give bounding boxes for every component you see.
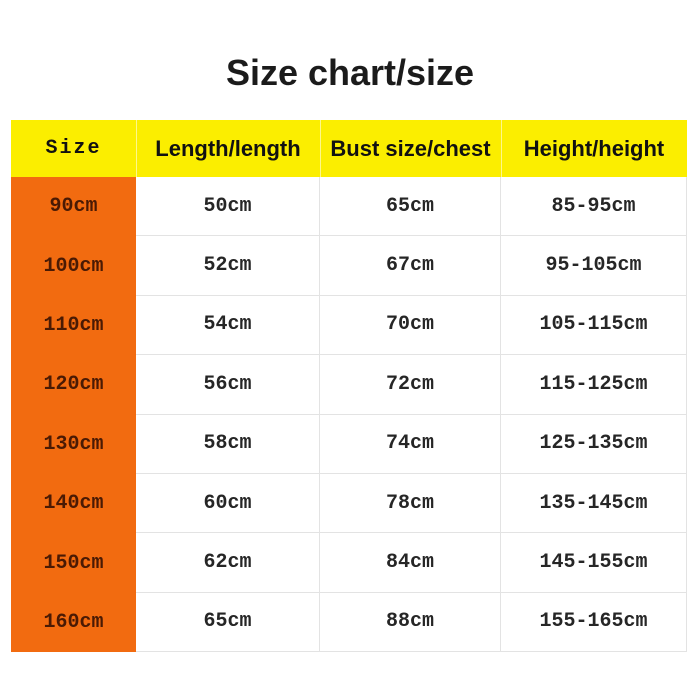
size-cell: 120cm <box>11 355 136 414</box>
height-cell: 145-155cm <box>501 533 687 592</box>
table-row <box>11 593 687 652</box>
table-row <box>11 474 687 533</box>
height-cell: 115-125cm <box>501 355 687 414</box>
size-table <box>11 120 687 652</box>
bust-cell: 70cm <box>320 296 501 355</box>
size-cell: 160cm <box>11 593 136 652</box>
length-cell: 54cm <box>136 296 320 355</box>
bust-cell: 65cm <box>320 177 501 236</box>
size-cell: 110cm <box>11 296 136 355</box>
table-header-row <box>11 120 687 177</box>
table-row <box>11 533 687 592</box>
column-header-size: Size <box>45 137 102 160</box>
length-cell: 52cm <box>136 236 320 295</box>
size-cell: 150cm <box>11 533 136 592</box>
size-cell: 140cm <box>11 474 136 533</box>
column-header-length: Length/length <box>136 120 320 177</box>
length-cell: 62cm <box>136 533 320 592</box>
table-row <box>11 236 687 295</box>
height-cell: 135-145cm <box>501 474 687 533</box>
size-cell: 130cm <box>11 415 136 474</box>
column-header-height: Height/height <box>501 120 687 177</box>
length-cell: 60cm <box>136 474 320 533</box>
table-row <box>11 355 687 414</box>
bust-cell: 78cm <box>320 474 501 533</box>
table-row <box>11 177 687 236</box>
height-cell: 125-135cm <box>501 415 687 474</box>
height-cell: 85-95cm <box>501 177 687 236</box>
height-cell: 105-115cm <box>501 296 687 355</box>
size-cell: 90cm <box>11 177 136 236</box>
table-body <box>11 177 687 652</box>
height-cell: 155-165cm <box>501 593 687 652</box>
bust-cell: 67cm <box>320 236 501 295</box>
bust-cell: 74cm <box>320 415 501 474</box>
table-row <box>11 415 687 474</box>
page-title: Size chart/size <box>225 52 475 93</box>
height-cell: 95-105cm <box>501 236 687 295</box>
length-cell: 58cm <box>136 415 320 474</box>
length-cell: 65cm <box>136 593 320 652</box>
size-cell: 100cm <box>11 236 136 295</box>
length-cell: 56cm <box>136 355 320 414</box>
bust-cell: 84cm <box>320 533 501 592</box>
bust-cell: 72cm <box>320 355 501 414</box>
column-header-bust: Bust size/chest <box>320 120 501 177</box>
length-cell: 50cm <box>136 177 320 236</box>
bust-cell: 88cm <box>320 593 501 652</box>
table-row <box>11 296 687 355</box>
